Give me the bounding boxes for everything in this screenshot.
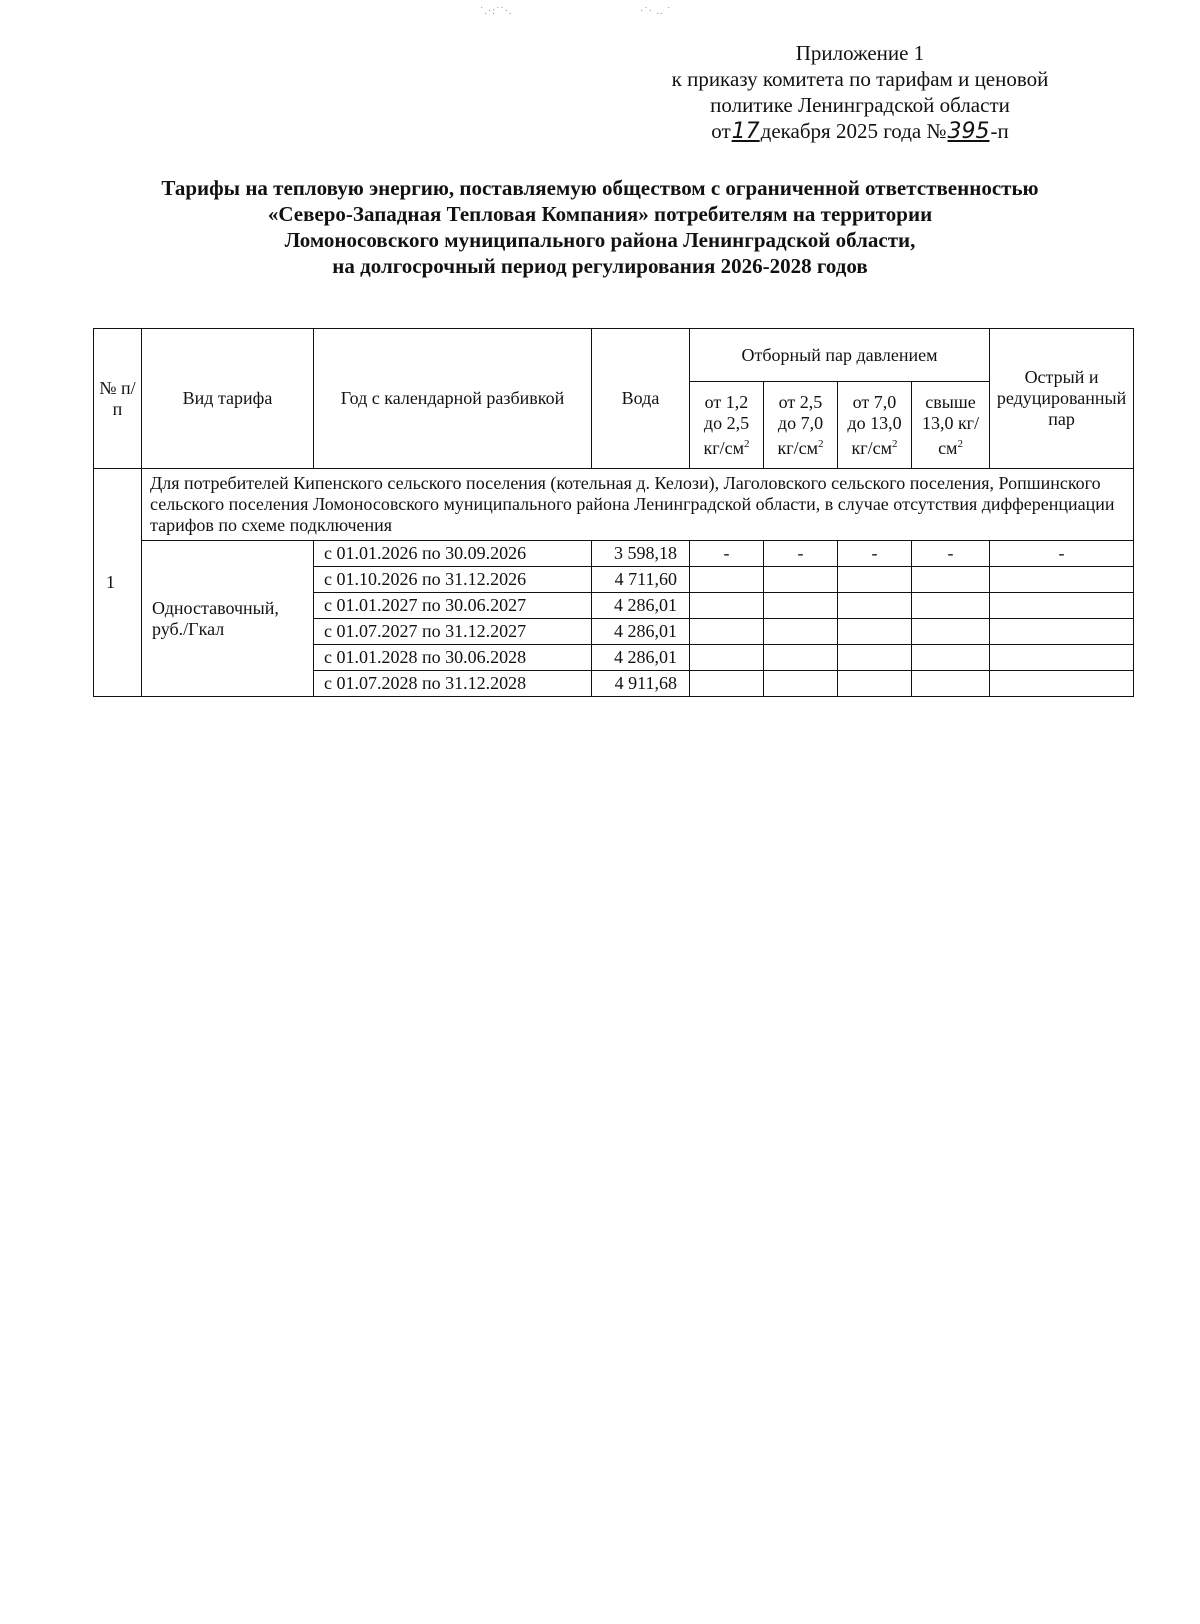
- header-water: Вода: [592, 329, 690, 469]
- header-tariff-type: Вид тарифа: [142, 329, 314, 469]
- empty-cell: [990, 645, 1134, 671]
- annex-committee: политике Ленинградской области: [710, 93, 1010, 117]
- water-value: 4 711,60: [592, 567, 690, 593]
- consumer-note: Для потребителей Кипенского сельского поселения (котельная д. Келози), Лаголовского сельского поселения, Ропшинского сельского поселения Ломоносовского муниципального района Ленинградской области, в случае отсутствия дифференциации тарифов по схеме подключения: [142, 469, 1134, 541]
- header-num: № п/п: [94, 329, 142, 469]
- empty-cell: [990, 567, 1134, 593]
- title-line-4: на долгосрочный период регулирования 2026-2028 годов: [332, 254, 868, 278]
- period-cell: с 01.01.2028 по 30.06.2028: [314, 645, 592, 671]
- annex-suffix: -п: [990, 119, 1009, 143]
- row-number: 1: [94, 469, 142, 697]
- header-pressure-4: [912, 382, 990, 469]
- dash-cell: -: [690, 541, 764, 567]
- header-pressure-4-text: свыше 13,0 кг/см: [921, 391, 980, 458]
- empty-cell: [690, 645, 764, 671]
- water-value: 3 598,18: [592, 541, 690, 567]
- empty-cell: [690, 671, 764, 697]
- header-sharp-steam: Острый и редуцированный пар: [990, 329, 1134, 469]
- period-cell: с 01.01.2026 по 30.09.2026: [314, 541, 592, 567]
- tariff-table: [93, 328, 1134, 697]
- empty-cell: [912, 567, 990, 593]
- period-cell: с 01.10.2026 по 31.12.2026: [314, 567, 592, 593]
- empty-cell: [912, 619, 990, 645]
- handwritten-day: 17: [731, 119, 760, 144]
- dash-cell: -: [764, 541, 838, 567]
- dash-cell: -: [838, 541, 912, 567]
- header-selected-steam: Отборный пар давлением: [690, 329, 990, 382]
- header-pressure-1-text: от 1,2 до 2,5 кг/см: [703, 391, 750, 458]
- empty-cell: [990, 593, 1134, 619]
- empty-cell: [912, 645, 990, 671]
- title-line-2: «Северо-Западная Тепловая Компания» потребителям на территории: [267, 202, 933, 226]
- document-title: [60, 175, 1140, 279]
- water-value: 4 286,01: [592, 593, 690, 619]
- dash-cell: -: [990, 541, 1134, 567]
- empty-cell: [838, 567, 912, 593]
- scan-speckle: ˙.·:˙˙·.: [480, 6, 513, 17]
- annex-date-number: [600, 118, 1120, 145]
- empty-cell: [912, 593, 990, 619]
- empty-cell: [690, 593, 764, 619]
- header-year: Год с календарной разбивкой: [314, 329, 592, 469]
- header-pressure-1: [690, 382, 764, 469]
- annex-order-ref: к приказу комитета по тарифам и ценовой: [671, 67, 1049, 91]
- header-sup: 2: [744, 437, 750, 450]
- empty-cell: [690, 567, 764, 593]
- empty-cell: [764, 619, 838, 645]
- period-cell: с 01.07.2027 по 31.12.2027: [314, 619, 592, 645]
- empty-cell: [764, 671, 838, 697]
- annex-header: [600, 40, 1120, 145]
- empty-cell: [838, 645, 912, 671]
- annex-month-year: декабря 2025 года №: [760, 119, 947, 143]
- period-cell: с 01.07.2028 по 31.12.2028: [314, 671, 592, 697]
- empty-cell: [764, 567, 838, 593]
- empty-cell: [912, 671, 990, 697]
- header-pressure-3-text: от 7,0 до 13,0 кг/см: [847, 391, 902, 458]
- header-pressure-2: [764, 382, 838, 469]
- handwritten-number: 395: [947, 119, 990, 144]
- header-pressure-2-text: от 2,5 до 7,0 кг/см: [777, 391, 824, 458]
- empty-cell: [990, 619, 1134, 645]
- period-cell: с 01.01.2027 по 30.06.2027: [314, 593, 592, 619]
- header-sup: 2: [818, 437, 824, 450]
- scan-speckle: ·˙· .. ˙: [640, 6, 672, 17]
- header-pressure-3: [838, 382, 912, 469]
- water-value: 4 286,01: [592, 619, 690, 645]
- empty-cell: [838, 671, 912, 697]
- empty-cell: [764, 593, 838, 619]
- empty-cell: [838, 619, 912, 645]
- table-row: [94, 541, 1134, 567]
- water-value: 4 286,01: [592, 645, 690, 671]
- tariff-type-cell: Одноставочный, руб./Гкал: [142, 541, 314, 697]
- empty-cell: [990, 671, 1134, 697]
- header-sup: 2: [957, 437, 963, 450]
- annex-prefix: от: [711, 119, 731, 143]
- title-line-1: Тарифы на тепловую энергию, поставляемую обществом с ограниченной ответственностью: [161, 176, 1039, 200]
- empty-cell: [690, 619, 764, 645]
- dash-cell: -: [912, 541, 990, 567]
- empty-cell: [764, 645, 838, 671]
- header-sup: 2: [892, 437, 898, 450]
- water-value: 4 911,68: [592, 671, 690, 697]
- title-line-3: Ломоносовского муниципального района Ленинградской области,: [284, 228, 916, 252]
- empty-cell: [838, 593, 912, 619]
- annex-title: Приложение 1: [795, 41, 925, 65]
